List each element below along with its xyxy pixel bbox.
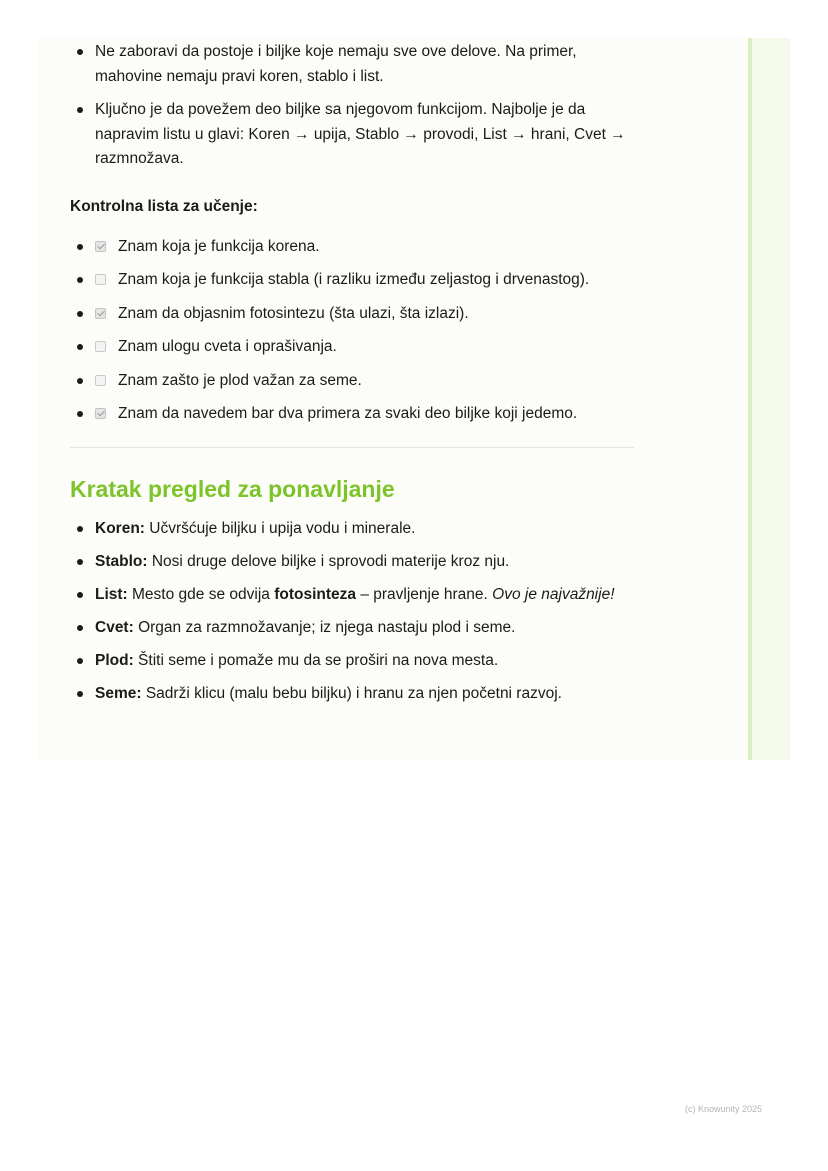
summary-term: Plod: [95,651,134,669]
checklist-item-label: Znam da objasnim fotosintezu (šta ulazi, šta izlazi). [118,304,469,322]
summary-text: Učvršćuje biljku i upija vodu i minerale. [144,519,416,537]
summary-item [70,682,636,707]
checklist-item-label: Znam da navedem bar dva primera za svaki deo biljke koji jedemo. [118,405,578,422]
side-accent-strip [748,38,790,760]
list-item: Ključno je da povežem deo biljke sa njegovom funkcijom. Najbolje je da napravim listu u glavi: Koren → upija, Stablo → provodi, List → hrani, Cvet → razmnožava. [70,98,636,172]
checklist [70,235,636,427]
summary-text: – pravljenje hrane. [356,585,493,603]
summary-term: List: [95,585,128,603]
checklist-item [70,235,636,260]
summary-term: Seme: [95,684,142,702]
summary-item [70,583,636,608]
checkbox[interactable] [95,408,106,419]
checkbox[interactable] [95,308,106,319]
summary-term: Stablo: [95,552,148,570]
summary-text: Mesto gde se odvija [127,585,275,603]
summary-text: Sadrži klicu (malu bebu biljku) i hranu za njen početni razvoj. [141,684,562,702]
document-content [70,40,636,715]
summary-text: Nosi druge delove biljke i sprovodi materije kroz nju. [147,552,510,570]
checklist-item-label: Znam koja je funkcija stabla (i razliku između zeljastog i drvenastog). [118,271,590,288]
summary-item [70,649,636,674]
checklist-item-label: Znam ulogu cveta i oprašivanja. [118,338,337,355]
summary-bold-term: fotosinteza [274,585,357,603]
copyright-footer: (c) Knowunity 2025 [685,1104,763,1114]
section-heading: Kratak pregled za ponavljanje [70,475,395,502]
summary-item [70,517,636,542]
summary-term: Koren: [95,519,145,537]
checklist-title: Kontrolna lista za učenje: [70,197,258,215]
checklist-item-label: Znam koja je funkcija korena. [118,237,320,255]
divider [70,447,634,448]
checklist-item [70,268,636,293]
checkbox[interactable] [95,375,106,386]
checklist-item [70,402,636,427]
summary-item [70,550,636,575]
checklist-item [70,369,636,394]
tips-list [70,40,636,172]
list-item: Ne zaboravi da postoje i biljke koje nemaju sve ove delove. Na primer, mahovine nemaju pravi koren, stablo i list. [70,40,636,89]
checklist-item [70,302,636,327]
checklist-item [70,335,636,360]
summary-term: Cvet: [95,618,134,636]
summary-text: Štiti seme i pomaže mu da se proširi na nova mesta. [133,651,499,669]
checkbox[interactable] [95,341,106,352]
summary-text: Organ za razmnožavanje; iz njega nastaju plod i seme. [133,618,516,636]
checklist-item-label: Znam zašto je plod važan za seme. [118,371,362,389]
summary-item [70,616,636,641]
summary-emphasis: Ovo je najvažnije! [492,585,615,603]
summary-list [70,517,636,707]
checkbox[interactable] [95,274,106,285]
checkbox[interactable] [95,241,106,252]
